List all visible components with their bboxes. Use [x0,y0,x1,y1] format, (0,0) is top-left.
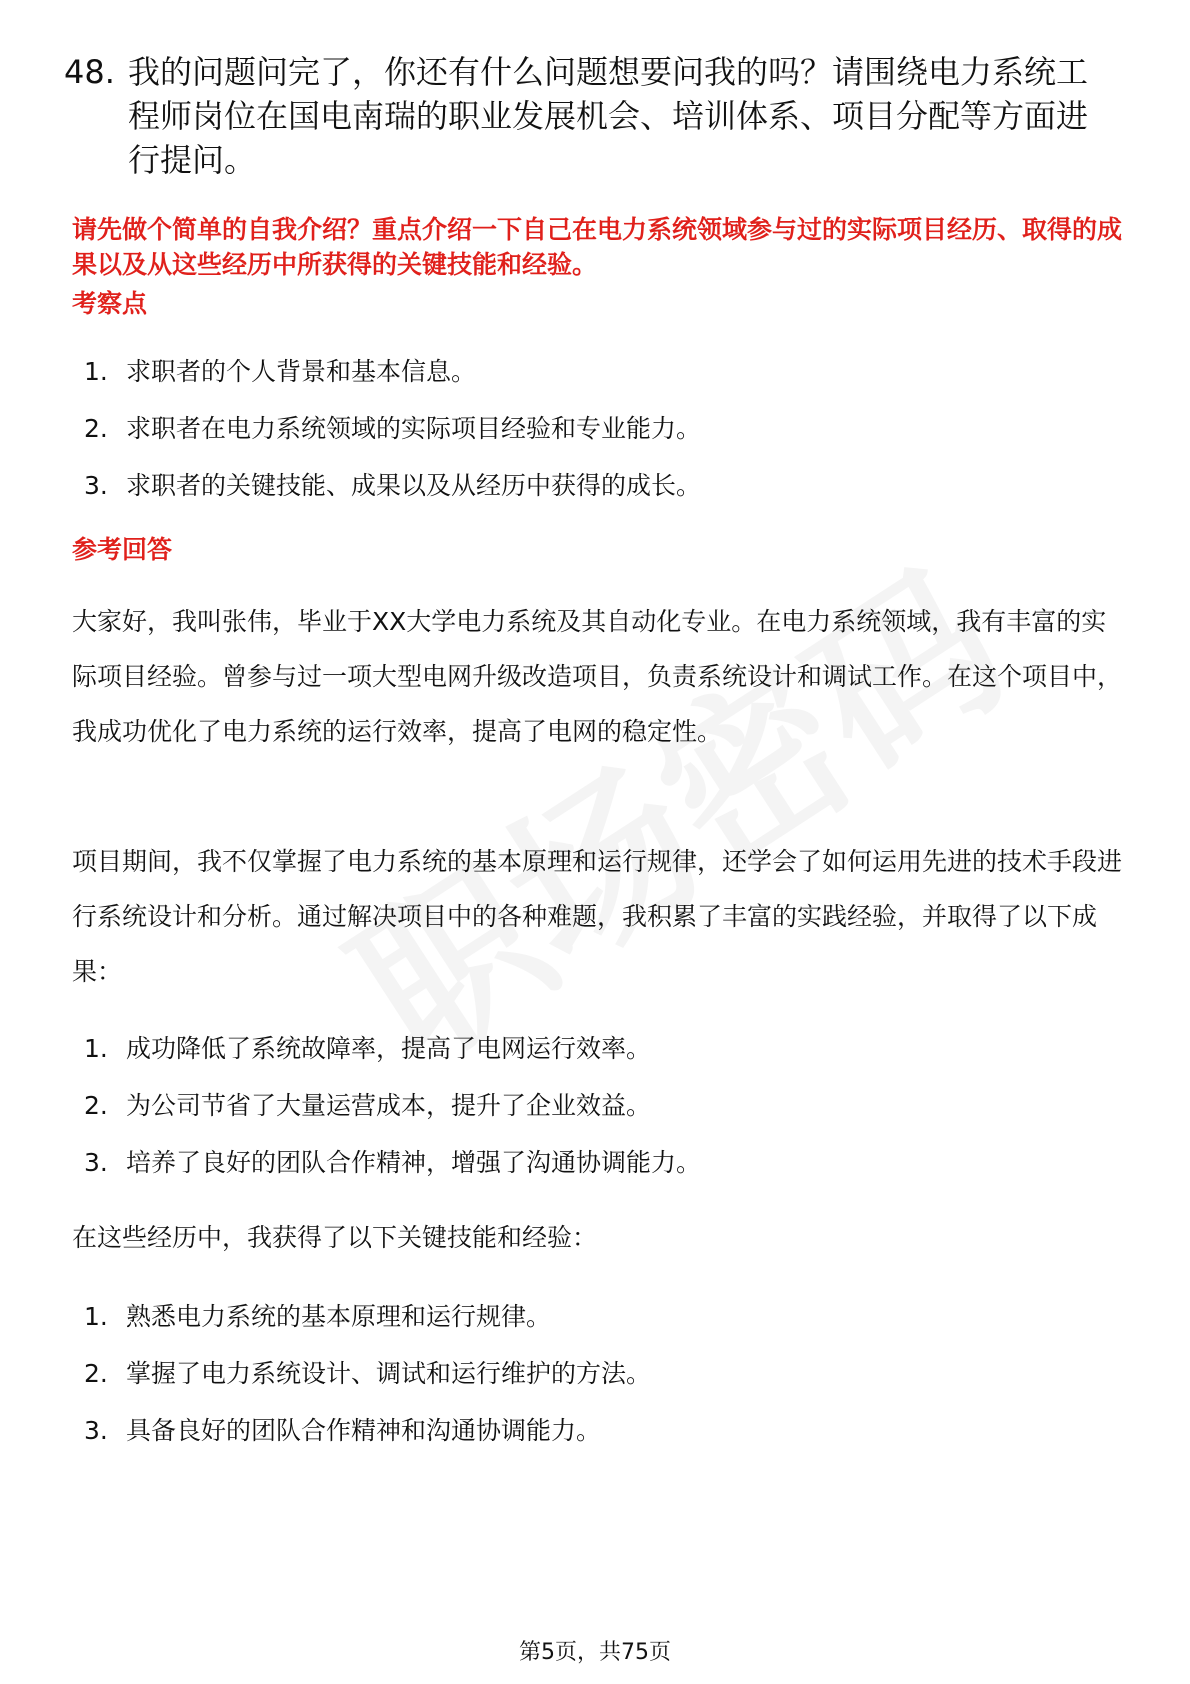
item-text: 掌握了电力系统设计、调试和运行维护的方法。 [126,1359,652,1388]
list-item [84,1146,1114,1203]
answer-paragraph-2: 项目期间，我不仅掌握了电力系统的基本原理和运行规律，还学会了如何运用先进的技术手段进行系统设计和分析。通过解决项目中的各种难题，我积累了丰富的实践经验，并取得了以下成果： [72,847,1123,986]
assessment-list [84,355,1114,526]
answer-paragraph-1: 大家好，我叫张伟，毕业于XX大学电力系统及其自动化专业。在电力系统领域，我有丰富的实际项目经验。曾参与过一项大型电网升级改造项目，负责系统设计和调试工作。在这个项目中，我成功优化了电力系统的运行效率，提高了电网的稳定性。 [72,607,1123,746]
list-item [84,1414,1114,1471]
question-text: 我的问题问完了，你还有什么问题想要问我的吗？请围绕电力系统工程师岗位在国电南瑞的职业发展机会、培训体系、项目分配等方面进行提问。 [128,53,1089,179]
answer-title: 参考回答 [72,535,173,564]
question-number: 48. [64,53,115,91]
results-list [84,1032,1114,1203]
skills-list [84,1300,1114,1471]
item-text: 为公司节省了大量运营成本，提升了企业效益。 [126,1091,652,1120]
list-item [84,1032,1114,1089]
item-number: 2. [84,414,108,443]
list-item [84,412,1114,469]
item-number: 3. [84,471,108,500]
item-number: 2. [84,1359,108,1388]
item-number: 1. [84,357,108,386]
item-text: 求职者在电力系统领域的实际项目经验和专业能力。 [126,414,702,443]
list-item [84,355,1114,412]
item-text: 培养了良好的团队合作精神，增强了沟通协调能力。 [126,1148,702,1177]
item-number: 3. [84,1148,108,1177]
interview-prompt: 请先做个简单的自我介绍？重点介绍一下自己在电力系统领域参与过的实际项目经历、取得的成果以及从这些经历中所获得的关键技能和经验。 [72,215,1123,279]
assessment-title: 考察点 [72,289,148,318]
item-number: 1. [84,1302,108,1331]
item-text: 熟悉电力系统的基本原理和运行规律。 [126,1302,552,1331]
list-item [84,469,1114,526]
item-number: 1. [84,1034,108,1063]
list-item [84,1300,1114,1357]
question-heading [64,50,1114,182]
page-footer: 第5页，共75页 [519,1640,671,1665]
item-text: 求职者的关键技能、成果以及从经历中获得的成长。 [126,471,702,500]
item-number: 3. [84,1416,108,1445]
answer-paragraph-3: 在这些经历中，我获得了以下关键技能和经验： [72,1223,598,1252]
item-number: 2. [84,1091,108,1120]
list-item [84,1089,1114,1146]
list-item [84,1357,1114,1414]
item-text: 求职者的个人背景和基本信息。 [126,357,477,386]
item-text: 具备良好的团队合作精神和沟通协调能力。 [126,1416,602,1445]
item-text: 成功降低了系统故障率，提高了电网运行效率。 [126,1034,652,1063]
